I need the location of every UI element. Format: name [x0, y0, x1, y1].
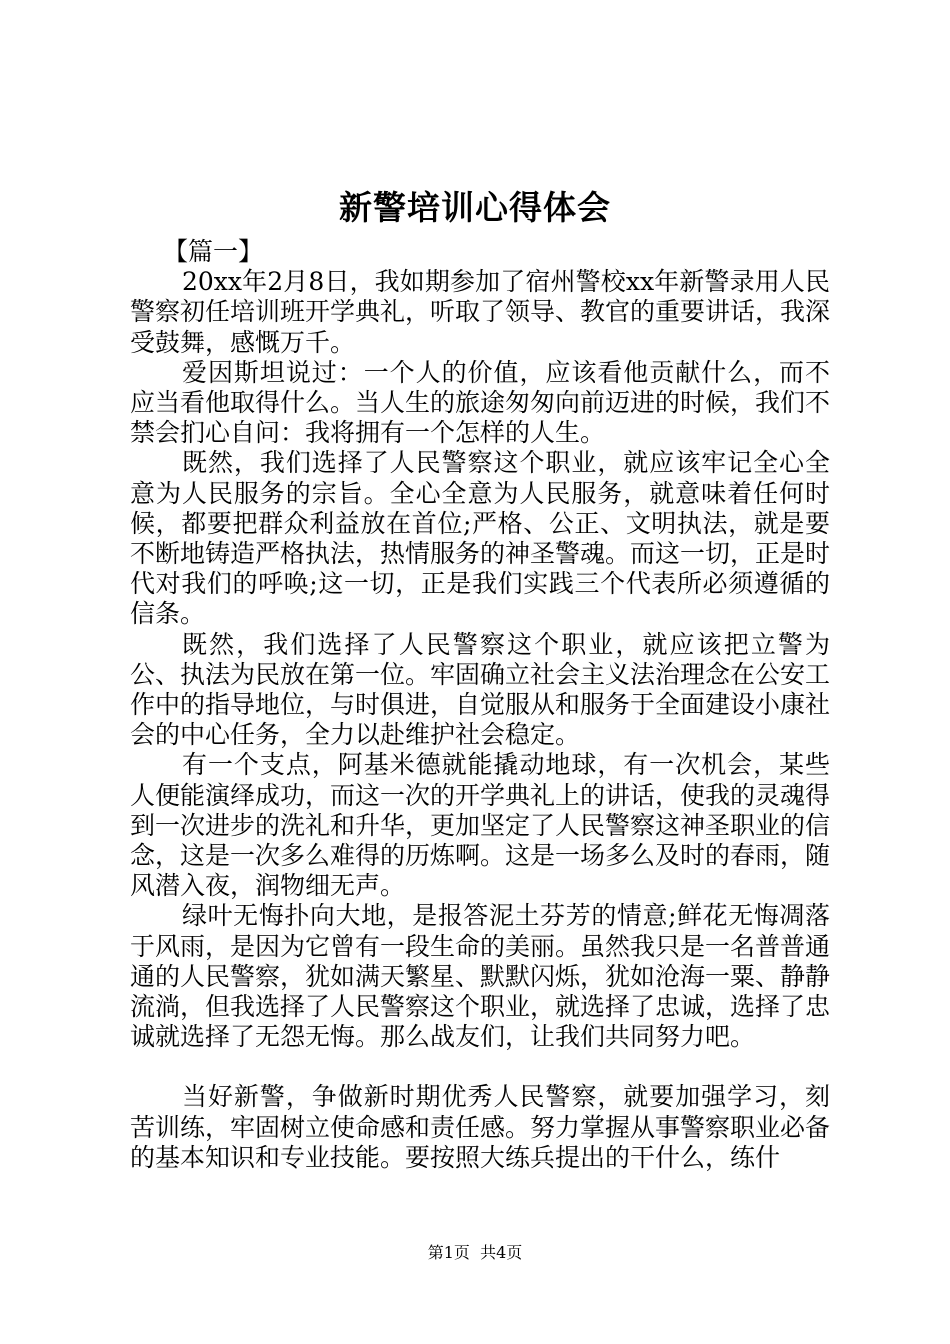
section-label: 【篇一】	[163, 237, 264, 266]
paragraph: 有一个支点，阿基米德就能撬动地球，有一次机会，某些人便能演绎成功，而这一次的开学典礼上的讲话，使我的灵魂得到一次进步的洗礼和升华，更加坚定了人民警察这神圣职业的信念，这是一次多么难得的历炼啊。这是一场多么及时的春雨，随风潜入夜，润物细无声。	[130, 750, 831, 901]
paragraph: 爱因斯坦说过：一个人的价值，应该看他贡献什么，而不应当看他取得什么。当人生的旅途匆匆向前迈进的时候，我们不禁会扪心自问：我将拥有一个怎样的人生。	[130, 357, 831, 448]
document-title: 新警培训心得体会	[339, 188, 611, 227]
paragraph-gap	[130, 1052, 830, 1082]
paragraph: 20xx年2月8日，我如期参加了宿州警校xx年新警录用人民警察初任培训班开学典礼，听取了领导、教官的重要讲话，我深受鼓舞，感慨万千。	[130, 267, 831, 357]
paragraph: 当好新警，争做新时期优秀人民警察，就要加强学习，刻苦训练，牢固树立使命感和责任感。努力掌握从事警察职业必备的基本知识和专业技能。要按照大练兵提出的干什么，练什	[130, 1082, 831, 1172]
page-footer	[0, 1243, 950, 1263]
document-body	[130, 237, 830, 1173]
paragraph: 绿叶无悔扑向大地，是报答泥土芬芳的情意;鲜花无悔凋落于风雨，是因为它曾有一段生命的美丽。虽然我只是一名普普通通的人民警察，犹如满天繁星、默默闪烁，犹如沧海一粟、静静流淌，但我选择了人民警察这个职业，就选择了忠诚，选择了忠诚就选择了无怨无悔。那么战友们，让我们共同努力吧。	[130, 901, 831, 1052]
paragraph: 既然，我们选择了人民警察这个职业，就应该牢记全心全意为人民服务的宗旨。全心全意为人民服务，就意味着任何时候，都要把群众利益放在首位;严格、公正、文明执法，就是要不断地铸造严格执法，热情服务的神圣警魂。而这一切，正是时代对我们的呼唤;这一切，正是我们实践三个代表所必须遵循的信条。	[130, 448, 831, 629]
paragraph: 既然，我们选择了人民警察这个职业，就应该把立警为公、执法为民放在第一位。牢固确立社会主义法治理念在公安工作中的指导地位，与时俱进，自觉服从和服务于全面建设小康社会的中心任务，全力以赴维护社会稳定。	[130, 629, 831, 750]
page-number: 第1页 共4页	[427, 1243, 523, 1262]
